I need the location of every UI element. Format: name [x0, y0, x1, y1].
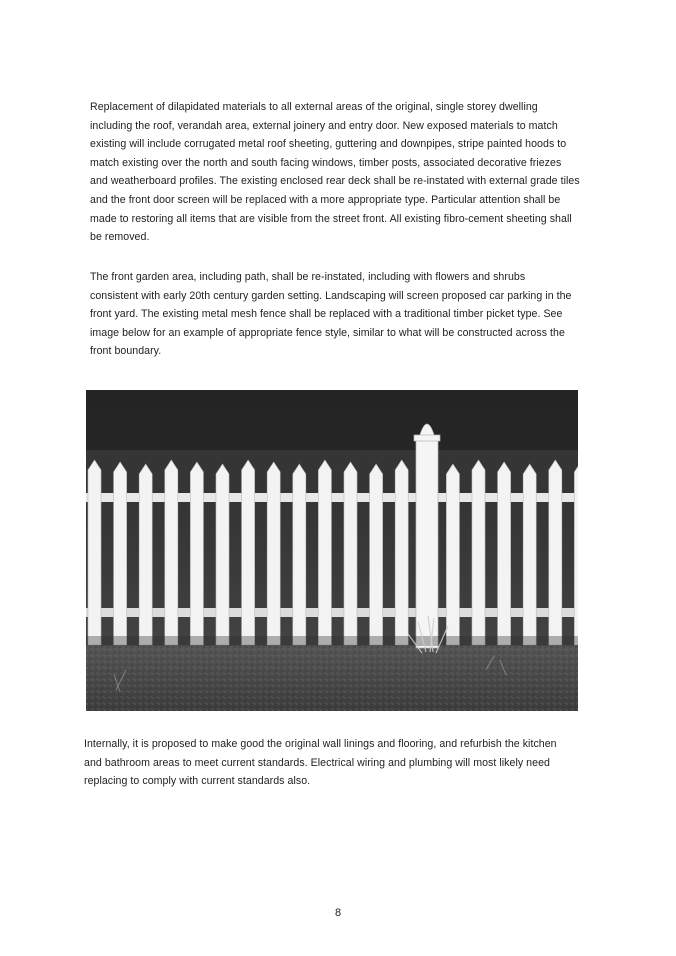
text-line: be removed. — [90, 231, 150, 244]
text-line: consistent with early 20th century garden setting. Landscaping will screen proposed car parking in the — [90, 289, 572, 302]
text-line: including the roof, verandah area, external joinery and entry door. New exposed materials to match — [90, 119, 558, 132]
text-line: and the front door screen will be replaced with a more appropriate type. Particular attention shall be — [90, 193, 561, 206]
text-line: match existing over the north and south facing windows, timber posts, associated decorative friezes — [90, 156, 562, 169]
text-line: existing will include corrugated metal roof sheeting, guttering and downpipes, stripe painted hoods to — [90, 138, 567, 151]
fence-picket — [139, 464, 152, 645]
paragraph-front-garden — [90, 268, 572, 361]
fence-picket — [574, 462, 578, 645]
text-line: Replacement of dilapidated materials to all external areas of the original, single storey dwelling — [90, 101, 538, 113]
text-line: image below for an example of appropriate fence style, similar to what will be constructed across the — [90, 326, 565, 339]
text-line: and bathroom areas to meet current standards. Electrical wiring and plumbing will most likely need — [84, 756, 550, 769]
fence-post — [414, 424, 440, 648]
fence-picket — [549, 460, 562, 645]
text-line: made to restoring all items that are visible from the street front. All existing fibro-cement sheeting shall — [90, 212, 572, 225]
fence-picket — [88, 460, 101, 645]
fence-picket — [395, 460, 408, 645]
fence-picket — [190, 462, 203, 645]
text-line: and weatherboard profiles. The existing enclosed rear deck shall be re-instated with external grade tiles — [90, 175, 580, 188]
fence-picket — [293, 464, 306, 645]
fence-picket — [498, 462, 511, 645]
paragraph-interior — [84, 735, 557, 791]
paragraph-exterior-restoration — [90, 98, 580, 247]
fence-picket — [344, 462, 357, 645]
text-line: front boundary. — [90, 345, 162, 358]
page-number: 8 — [334, 907, 342, 919]
fence-picket — [114, 462, 127, 645]
fence-picket — [165, 460, 178, 645]
text-line: The front garden area, including path, shall be re-instated, including with flowers and shrubs — [90, 271, 526, 283]
fence-picket — [318, 460, 331, 645]
fence-picket — [267, 462, 280, 645]
fence-picket — [472, 460, 485, 645]
fence-picket — [370, 464, 383, 645]
fence-picket — [446, 464, 459, 645]
text-line: front yard. The existing metal mesh fence shall be replaced with a traditional timber picket type. See — [90, 308, 563, 321]
fence-picket — [216, 464, 229, 645]
fence-picket — [242, 460, 255, 645]
text-line: Internally, it is proposed to make good the original wall linings and flooring, and refurbish the kitchen — [84, 738, 557, 750]
picket-fence-photo — [86, 390, 578, 711]
text-line: replacing to comply with current standards also. — [84, 775, 311, 788]
fence-picket — [523, 464, 536, 645]
